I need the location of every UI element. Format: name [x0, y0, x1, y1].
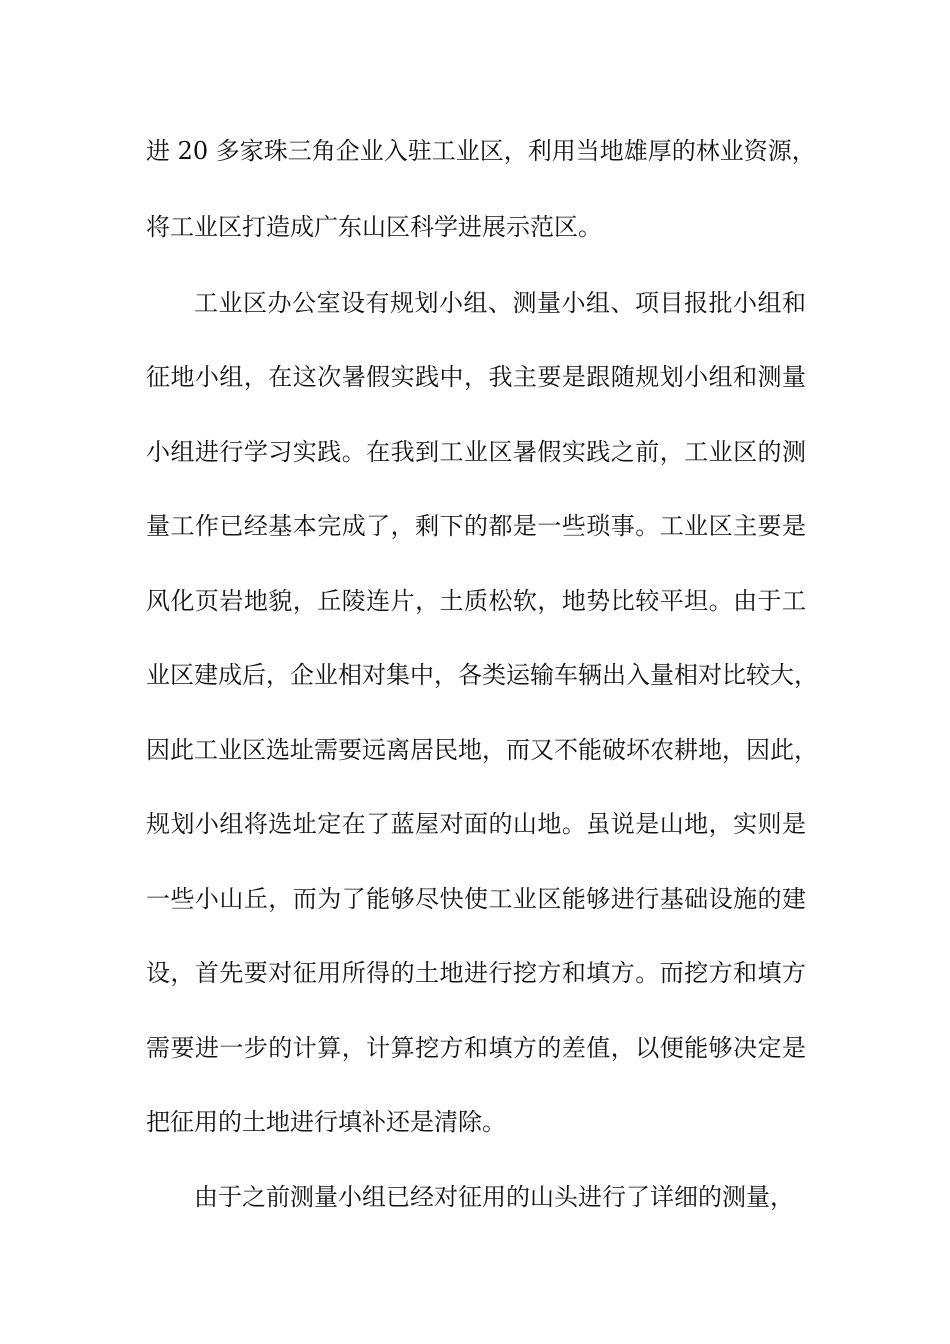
text-line-13: 需要进一步的计算，计算挖方和填方的差值，以便能够决定是: [146, 1034, 806, 1062]
text-line-10: 规划小组将选址定在了蓝屋对面的山地。虽说是山地，实则是: [146, 810, 806, 838]
text-line-14: 把征用的土地进行填补还是清除。: [146, 1108, 506, 1136]
text-line-5: 小组进行学习实践。在我到工业区暑假实践之前，工业区的测: [146, 438, 806, 466]
text-line-12: 设，首先要对征用所得的土地进行挖方和填方。而挖方和填方: [146, 959, 806, 987]
text-line-1: 进 20 多家珠三角企业入驻工业区，利用当地雄厚的林业资源，: [146, 137, 816, 165]
text-line-2: 将工业区打造成广东山区科学进展示范区。: [146, 213, 602, 241]
text-line-9: 因此工业区选址需要远离居民地，而又不能破坏农耕地，因此，: [146, 736, 818, 764]
text-line-4: 征地小组，在这次暑假实践中，我主要是跟随规划小组和测量: [146, 363, 806, 391]
paragraph-start-line: 工业区办公室设有规划小组、测量小组、项目报批小组和: [194, 289, 806, 317]
text-line-7: 风化页岩地貌，丘陵连片，土质松软，地势比较平坦。由于工: [146, 587, 806, 615]
text-line-6: 量工作已经基本完成了，剩下的都是一些琐事。工业区主要是: [146, 512, 806, 540]
paragraph-start-line-2: 由于之前测量小组已经对征用的山头进行了详细的测量，: [194, 1183, 794, 1211]
text-line-8: 业区建成后，企业相对集中，各类运输车辆出入量相对比较大，: [146, 661, 818, 689]
text-line-11: 一些小山丘，而为了能够尽快使工业区能够进行基础设施的建: [146, 885, 806, 913]
